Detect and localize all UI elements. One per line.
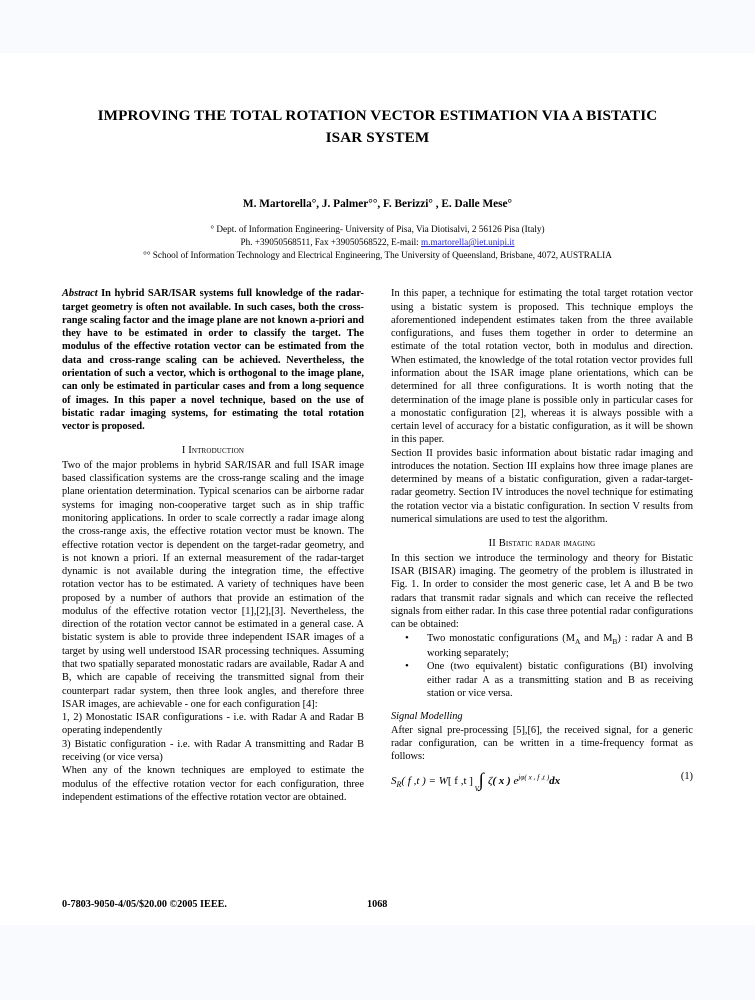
section-heading-bistatic-radar-imaging <box>391 537 693 550</box>
section-heading-introduction <box>62 444 364 457</box>
configuration-bullet-list <box>391 632 693 700</box>
section-number-1: I <box>181 445 186 457</box>
paper-content <box>62 105 693 804</box>
eq-window-symbol: W <box>438 775 448 788</box>
eq-lhs-subscript: R <box>396 780 402 790</box>
eq-lhs-arguments: ( f ,t ) = <box>401 775 436 788</box>
author-email-link[interactable]: m.martorella@iet.unipi.it <box>421 237 515 248</box>
abstract-paragraph <box>62 287 364 433</box>
intro-paragraph-4: Section II provides basic information about bistatic radar imaging and introduces the notation. Section III explains how three image planes are determined by means of a bistatic configuration, given a radar-target-radar geometry. Section IV introduces the novel technique for estimating the rotation vector via a bistatic configuration. In section V results from numerical simulations are used to test the algorithm. <box>391 447 693 526</box>
bistatic-paragraph-2: After signal pre-processing [5],[6], the received signal, for a generic radar configuration, can be written in a time-frequency format as follows: <box>391 724 693 763</box>
equation-1-number: (1) <box>680 771 693 783</box>
intro-paragraph-1: Two of the major problems in hybrid SAR/ISAR and full ISAR image based classification systems are the cross-range scaling and the image plane orientation determination. Typical scenarios can be airborne radar systems for imaging non-cooperative target such as in ship traffic monitoring applications. In order to scale correctly a radar image along the cross-range axis, the effective rotation vector must be known. The effective rotation vector is dependent on the target-radar geometry, and is not known a priori. If an external measurement of the radar-target dynamic is not available during the integration time, the effective rotation vector has to be estimated. A variety of techniques have been proposed by a number of authors that provide an estimation of the modulus of the effective rotation vector [1],[2],[3]. Nevertheless, the direction of the rotation vector cannot be estimated in a general case. A bistatic system is able to provide three independent ISAR images of a target by using well understood ISAR processing techniques. Assuming that two spatially separated monostatic radars are available, Radar A and B, which are capable of receiving the transmitted signal from their counterpart radar system, then three look angles, and therefore three ISAR images, are achievable - one for each configuration [4]: <box>62 459 364 710</box>
bistatic-paragraph-1: In this section we introduce the terminology and theory for Bistatic ISAR (BISAR) imaging. The geometry of the problem is illustrated in Fig. 1. In order to consider the most generic case, let A and B be two radars that transmit radar signals and which can receive the reflected signals from either radar. In this case three potential radar configurations can be obtained: <box>391 552 693 631</box>
bullet-bistatic-configurations: • One (two equivalent) bistatic configurations (BI) involving either radar A as a transmitting station and B as receiving station or vice versa. <box>413 660 693 700</box>
author-list <box>62 198 693 210</box>
eq-zeta-argument: ( x ) <box>492 775 511 788</box>
left-column <box>62 287 364 804</box>
eq-lhs-symbol: S <box>391 775 397 788</box>
affiliation-block <box>62 223 693 262</box>
equation-1-row <box>391 767 693 794</box>
copyright-notice: 0-7803-9050-4/05/$20.00 ©2005 IEEE. <box>62 899 227 910</box>
eq-integral-limit: V <box>474 785 479 794</box>
integral-icon: ∫ <box>478 770 484 792</box>
subsection-heading-signal-modelling: Signal Modelling <box>391 711 463 723</box>
intro-paragraph-2: When any of the known techniques are employed to estimate the modulus of the effective rotation vector for each configuration, three independent estimations of the effective rotation vector are obtained. <box>62 765 364 803</box>
eq-zeta-symbol: ζ <box>487 775 493 788</box>
affiliation-line-1: ° Dept. of Information Engineering- University of Pisa, Via Diotisalvi, 2 56126 Pisa (Italy) <box>210 224 545 235</box>
bullet-1-text-b: and M <box>580 633 613 645</box>
eq-window-arguments: [ f ,t ] <box>447 775 473 788</box>
page-number: 1068 <box>367 899 388 910</box>
author-names: M. Martorella°, J. Palmer°°, F. Berizzi° , E. Dalle Mese° <box>242 198 513 211</box>
eq-exponential-phase: jφ( x , f ,t ) <box>518 773 550 782</box>
intro-list-item-1: 1, 2) Monostatic ISAR configurations - i.e. with Radar A and Radar B operating independently <box>62 712 364 737</box>
eq-exponential-base: e <box>513 775 519 788</box>
section-title-2: Bistatic radar imaging <box>498 538 596 550</box>
section-title-1: Introduction <box>188 445 245 457</box>
two-column-body <box>62 287 693 804</box>
contact-text: Ph. +39050568511, Fax +39050568522, E-mail: <box>240 237 422 248</box>
bullet-1-text-a: Two monostatic configurations (M <box>427 633 575 645</box>
bullet-1-subscript-b: B <box>612 637 618 647</box>
bullet-1-text-c: ) : radar A and B working separately; <box>427 633 693 660</box>
bullet-monostatic-configurations <box>413 632 693 660</box>
intro-paragraph-3: In this paper, a technique for estimating the total target rotation vector using a bistatic system is proposed. This technique employs the aforementioned independent estimates taken from the three available configurations, and fuses them together in order to determine an estimate of the total rotation vector, both in modulus and direction. When estimated, the knowledge of the total rotation vector provides full information about the ISAR image plane orientations, which can be determined for all three configurations. It is worth noting that the determination of the image plane is possible only in particular cases for a monostatic configuration [2], whereas it is always possible with a certain level of accuracy for a bistatic configuration, as it will be shown in this paper. <box>391 288 693 446</box>
abstract-label: Abstract <box>62 288 98 300</box>
eq-differential: dx <box>549 775 561 788</box>
abstract-text: In hybrid SAR/ISAR systems full knowledge of the radar-target geometry is often not available. In such cases, both the cross-range scaling factor and the image plane are not known a-priori and they have to be estimated in order to classify the target. The modulus of the effective rotation vector can be estimated from the data and cross-range scaling can be achieved. Nevertheless, the orientation of such a vector, which is orthogonal to the image plane, can only be estimated in particular cases and from a long sequence of images. In this paper a novel technique, based on the use of bistatic radar imaging systems, for estimating the total rotation vector is proposed. <box>62 288 364 433</box>
affiliation-line-3: °° School of Information Technology and Electrical Engineering, The University of Queensland, Brisbane, 4072, AUSTRALIA <box>143 250 612 261</box>
intro-list-item-2: 3) Bistatic configuration - i.e. with Radar A transmitting and Radar B receiving (or vice versa) <box>62 738 364 764</box>
right-column <box>391 287 693 804</box>
bullet-1-subscript-a: A <box>574 637 581 647</box>
affiliation-line-2 <box>62 236 693 249</box>
equation-1-expression <box>391 767 681 794</box>
paper-title: IMPROVING THE TOTAL ROTATION VECTOR ESTIMATION VIA A BISTATIC ISAR SYSTEM <box>97 107 658 147</box>
section-number-2: II <box>488 538 496 550</box>
